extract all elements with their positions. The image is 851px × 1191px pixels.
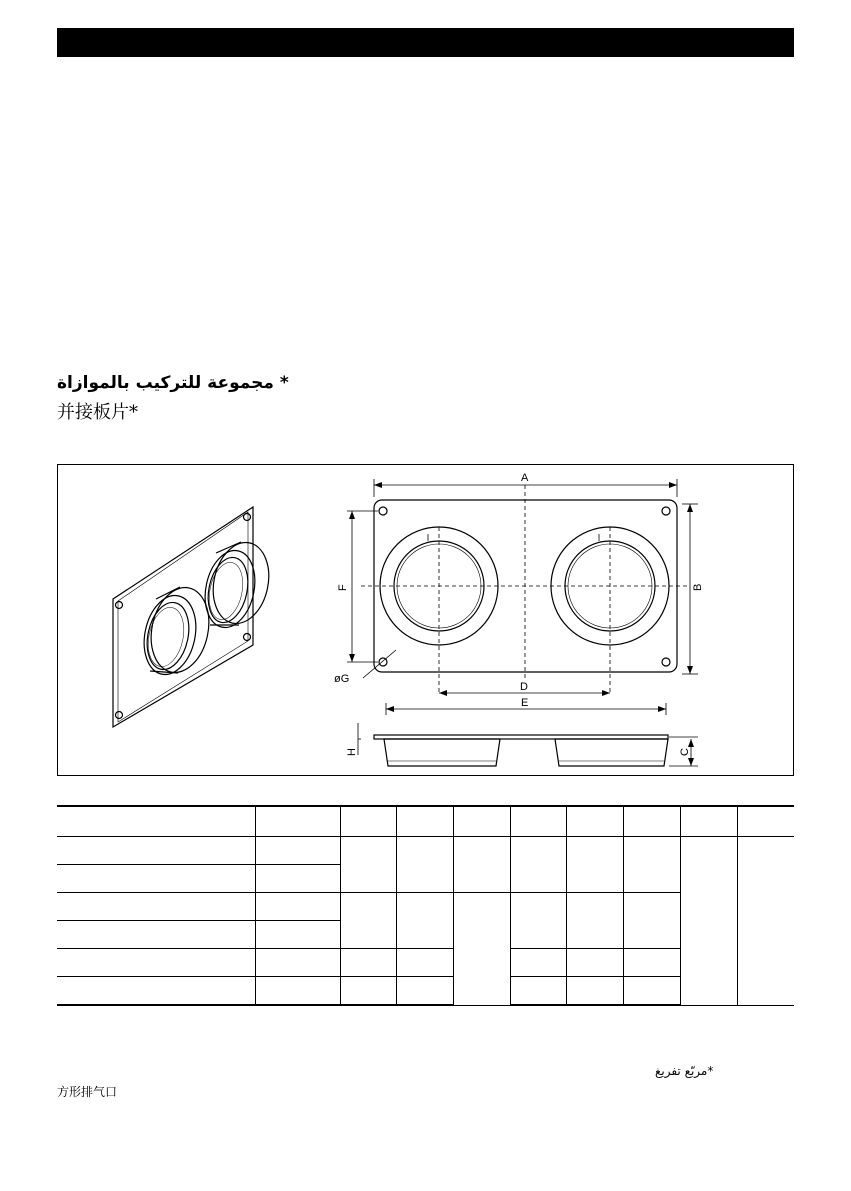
mounting-hole [662, 507, 670, 515]
mounting-hole [379, 658, 387, 666]
footnote-arabic: *مربّع تفريغ [655, 1064, 714, 1078]
table-cell [57, 921, 255, 949]
table-cell [566, 949, 623, 977]
table-cell [396, 837, 453, 893]
table-cell [396, 893, 453, 949]
table-header-cell [396, 806, 453, 837]
table-cell [623, 837, 680, 893]
table-cell [737, 837, 794, 1006]
side-view [374, 735, 668, 766]
table-header-cell [255, 806, 340, 837]
table-cell [255, 949, 340, 977]
table-cell [255, 865, 340, 893]
table-cell [340, 977, 396, 1006]
table-header-cell [737, 806, 794, 837]
table-row [57, 837, 794, 865]
table-cell [566, 977, 623, 1006]
table-cell [57, 977, 255, 1006]
table-cell [255, 921, 340, 949]
table-cell [57, 837, 255, 865]
table-header-cell [680, 806, 737, 837]
section-title-arabic: * مجموعة للتركيب بالموازاة [57, 373, 289, 393]
dimension-label-b: B [692, 583, 704, 591]
table-cell [57, 893, 255, 921]
mounting-hole [379, 507, 387, 515]
table-header-cell [340, 806, 396, 837]
table-cell [623, 977, 680, 1006]
table-header-cell [453, 806, 510, 837]
table-cell [255, 837, 340, 865]
table-cell [340, 949, 396, 977]
technical-drawing [58, 465, 793, 775]
table-header-row [57, 806, 794, 837]
table-cell [453, 837, 510, 893]
table-header-cell [566, 806, 623, 837]
dimension-lines [347, 479, 698, 766]
table-cell [510, 837, 566, 893]
table-cell [510, 893, 566, 949]
table-cell [566, 837, 623, 893]
dimension-label-f: F [337, 584, 349, 591]
table-cell [453, 893, 510, 1006]
dimension-arrows [349, 482, 694, 766]
table-header-cell [57, 806, 255, 837]
table-cell [566, 893, 623, 949]
table-cell [255, 977, 340, 1006]
mounting-hole [662, 658, 670, 666]
table-cell [510, 977, 566, 1006]
table-cell [57, 949, 255, 977]
table-header-cell [510, 806, 566, 837]
table-header-cell [623, 806, 680, 837]
table-cell [57, 865, 255, 893]
technical-drawing-frame [57, 464, 794, 776]
front-view [361, 485, 688, 695]
table-cell [340, 837, 396, 893]
dimension-label-e: E [521, 697, 529, 709]
table-cell [396, 949, 453, 977]
dimension-table [57, 805, 794, 1006]
dimension-label-g: øG [334, 673, 350, 685]
table-cell [680, 837, 737, 1006]
dimension-label-c: C [679, 748, 691, 756]
table-cell [623, 893, 680, 949]
dimension-label-d: D [520, 681, 528, 693]
table-cell [623, 949, 680, 977]
table-cell [255, 893, 340, 921]
table-cell [340, 893, 396, 949]
isometric-plate-view [113, 507, 276, 727]
table-cell [396, 977, 453, 1006]
dimension-label-h: H [346, 748, 358, 756]
header-bar [57, 28, 794, 57]
section-title-chinese: 并接板片* [57, 402, 138, 423]
dimension-label-a: A [521, 472, 529, 484]
table-cell [510, 949, 566, 977]
footnote-chinese: 方形排气口 [57, 1085, 118, 1099]
